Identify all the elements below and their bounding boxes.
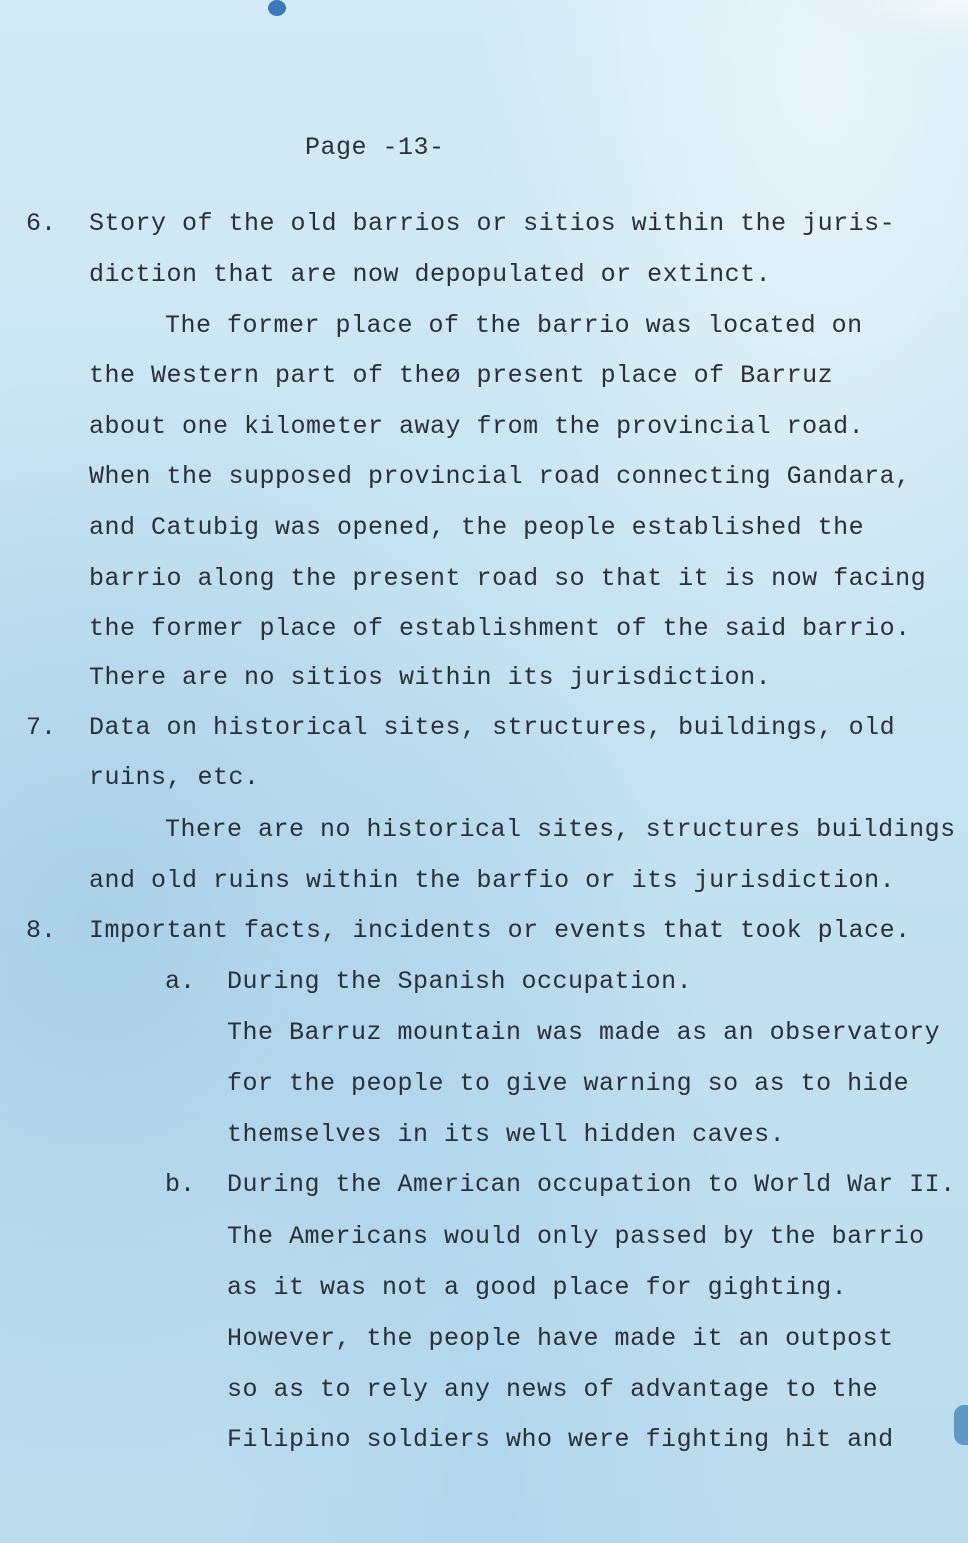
section-6-body-line: When the supposed provincial road connecting Gandara, <box>89 462 911 491</box>
section-7-heading-line-1: Data on historical sites, structures, buildings, old <box>89 713 896 742</box>
section-6-heading-line-1: Story of the old barrios or sitios within the juris- <box>89 209 896 238</box>
edge-stain <box>954 1405 968 1445</box>
section-6-heading-line-2: diction that are now depopulated or extinct. <box>89 260 772 289</box>
item-b-body-line: The Americans would only passed by the barrio <box>227 1222 925 1251</box>
section-8-number: 8. <box>26 916 57 945</box>
section-6-body-line: the former place of establishment of the said barrio. <box>89 614 911 643</box>
page-header: Page -13- <box>305 133 445 162</box>
section-6-body-line: There are no sitios within its jurisdiction. <box>89 663 772 692</box>
item-b-title: During the American occupation to World War II. <box>227 1170 956 1199</box>
paper-curl-corner <box>768 0 968 60</box>
item-a-title: During the Spanish occupation. <box>227 967 693 996</box>
section-6-body-line: The former place of the barrio was located on <box>165 311 863 340</box>
section-7-number: 7. <box>26 713 57 742</box>
item-a-body-line: The Barruz mountain was made as an observatory <box>227 1018 941 1047</box>
item-a-letter: a. <box>165 967 196 996</box>
section-7-body-line: There are no historical sites, structures buildings <box>165 815 956 844</box>
section-7-heading-line-2: ruins, etc. <box>89 763 260 792</box>
section-8-heading: Important facts, incidents or events that took place. <box>89 916 911 945</box>
item-b-body-line: so as to rely any news of advantage to the <box>227 1375 879 1404</box>
item-b-body-line: However, the people have made it an outpost <box>227 1324 894 1353</box>
item-b-body-line: as it was not a good place for gighting. <box>227 1273 848 1302</box>
item-b-body-line: Filipino soldiers who were fighting hit and <box>227 1425 894 1454</box>
section-6-body-line: and Catubig was opened, the people established the <box>89 513 865 542</box>
section-6-body-line: about one kilometer away from the provincial road. <box>89 412 865 441</box>
section-6-number: 6. <box>26 209 57 238</box>
item-b-letter: b. <box>165 1170 196 1199</box>
item-a-body-line: themselves in its well hidden caves. <box>227 1120 786 1149</box>
section-6-body-line: the Western part of theø present place of Barruz <box>89 361 834 390</box>
item-a-body-line: for the people to give warning so as to hide <box>227 1069 910 1098</box>
section-7-body-line: and old ruins within the barfio or its jurisdiction. <box>89 866 896 895</box>
section-6-body-line: barrio along the present road so that it is now facing <box>89 564 927 593</box>
ink-spot <box>268 0 286 16</box>
